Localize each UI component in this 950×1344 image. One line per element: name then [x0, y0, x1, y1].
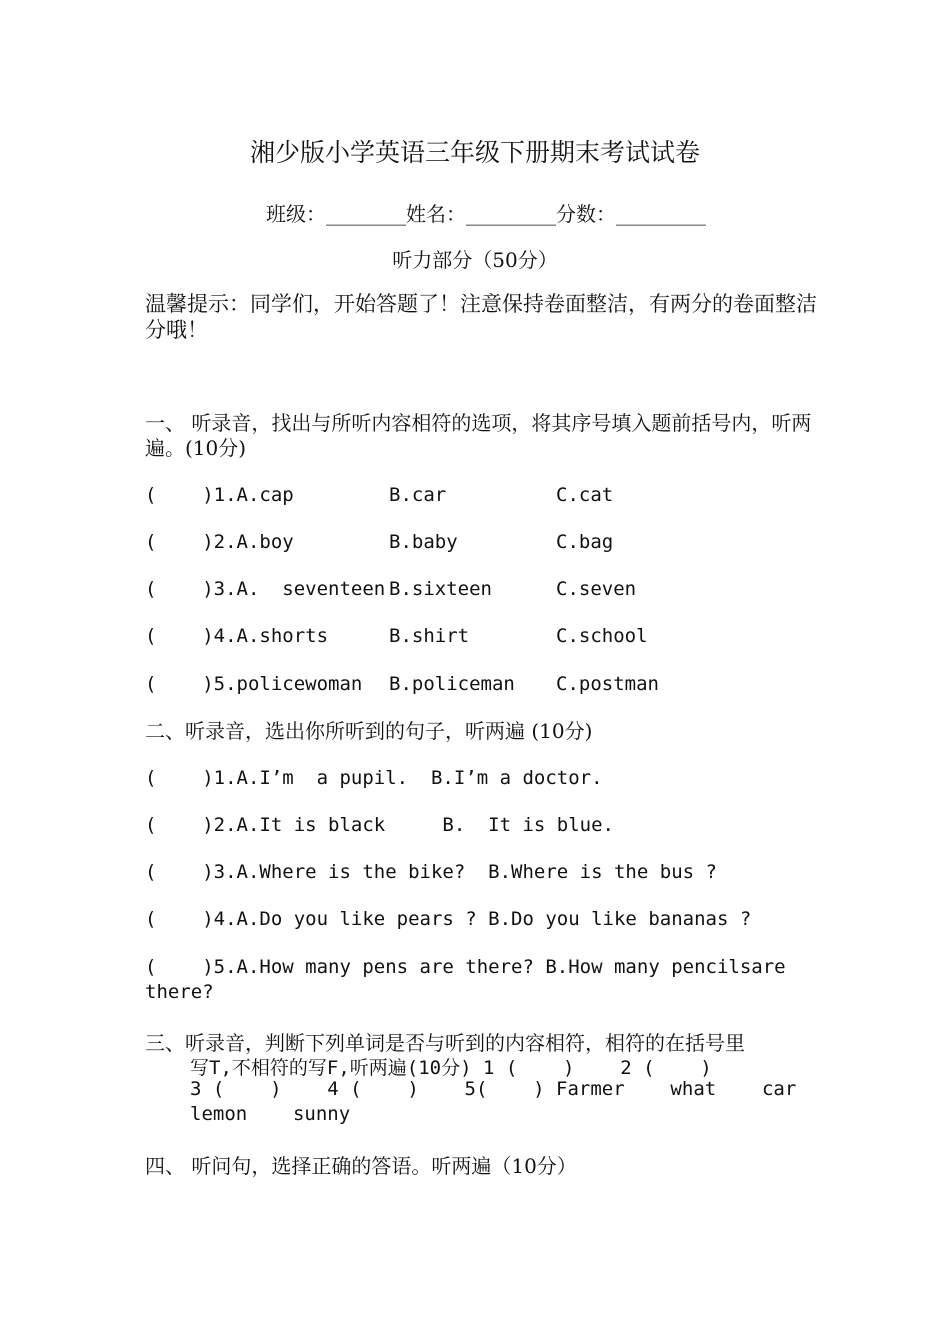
option-b: B.sixteen — [389, 578, 492, 600]
section3-line: 3 ( ) 4 ( ) 5( ) Farmer what car — [190, 1078, 797, 1100]
page-title: 湘少版小学英语三年级下册期末考试试卷 — [249, 138, 700, 167]
section2-heading: 二、听录音，选出你所听到的句子，听两遍 (10分) — [145, 719, 593, 743]
list-item: ( )5.policewoman — [145, 673, 363, 695]
list-item: ( )1.A.cap — [145, 484, 294, 506]
option-c: C.cat — [556, 484, 614, 506]
list-item: ( )3.A. seventeen — [145, 578, 386, 600]
section3-line: lemon sunny — [190, 1103, 351, 1125]
option-b: B.shirt — [389, 625, 470, 647]
list-item: ( )1.A.I’m a pupil. B.I’m a doctor. — [145, 767, 603, 789]
student-info-line: 班级：________姓名：_________分数：_________ — [266, 202, 706, 226]
list-item: ( )4.A.shorts — [145, 625, 329, 647]
list-item: ( )4.A.Do you like pears ? B.Do you like bananas ? — [145, 908, 752, 930]
option-c: C.bag — [556, 531, 614, 553]
option-b: B.baby — [389, 531, 458, 553]
listening-section-header: 听力部分（50分） — [392, 248, 558, 272]
section3-line: 写T,不相符的写F,听两遍(10分) 1 ( ) 2 ( ) — [190, 1057, 712, 1079]
section4-heading: 四、 听问句，选择正确的答语。听两遍（10分） — [145, 1154, 577, 1178]
option-c: C.postman — [556, 673, 659, 695]
option-b: B.policeman — [389, 673, 515, 695]
option-b: B.car — [389, 484, 447, 506]
tip-text: 温馨提示：同学们，开始答题了！注意保持卷面整洁，有两分的卷面整洁分哦！ — [145, 292, 817, 342]
option-c: C.seven — [556, 578, 637, 600]
list-item: ( )3.A.Where is the bike? B.Where is the bus ? — [145, 861, 717, 883]
list-item: ( )2.A.boy — [145, 531, 294, 553]
option-c: C.school — [556, 625, 648, 647]
list-item: ( )5.A.How many pens are there? B.How many pencilsare — [145, 956, 786, 978]
section3-heading: 三、听录音，判断下列单词是否与听到的内容相符，相符的在括号里 — [145, 1031, 745, 1055]
list-item: ( )2.A.It is black B. It is blue. — [145, 814, 614, 836]
list-item-continuation: there? — [145, 981, 214, 1003]
section1-heading: 一、 听录音，找出与所听内容相符的选项，将其序号填入题前括号内，听两遍。(10分) — [145, 411, 812, 460]
